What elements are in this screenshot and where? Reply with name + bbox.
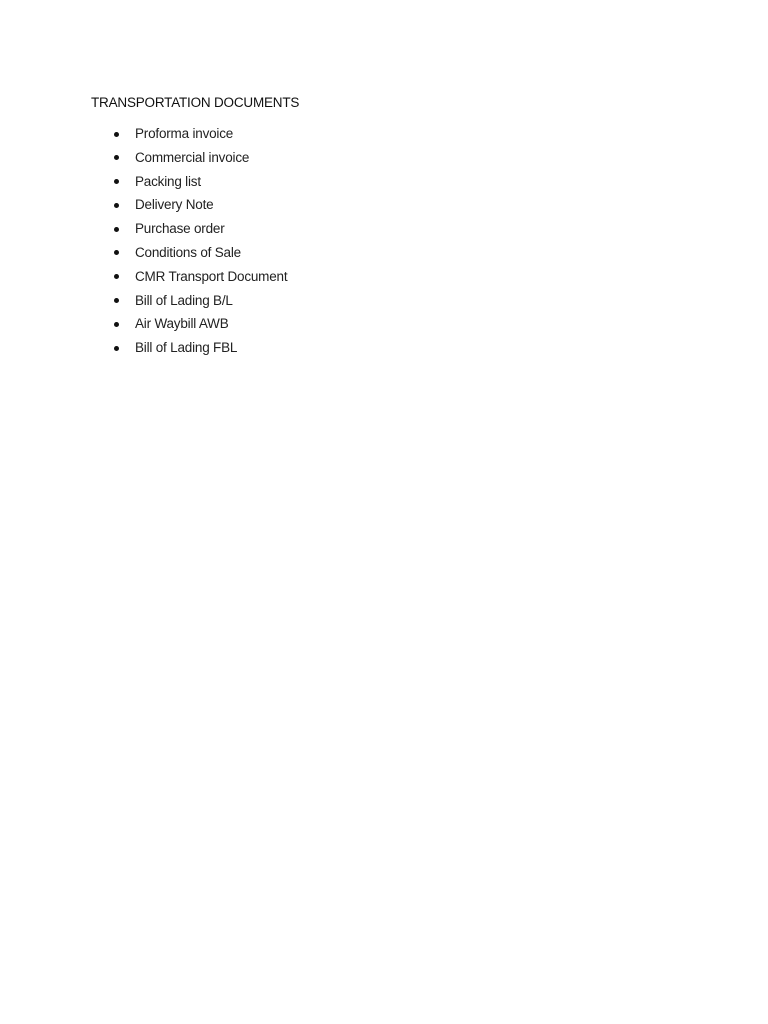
- bullet-icon: [114, 179, 119, 184]
- bullet-icon: [114, 227, 119, 232]
- list-item-text: Packing list: [135, 173, 201, 189]
- document-heading: TRANSPORTATION DOCUMENTS: [91, 95, 300, 110]
- bullet-icon: [114, 132, 119, 137]
- list-item-text: Bill of Lading B/L: [135, 292, 233, 308]
- list-item-text: Delivery Note: [135, 197, 214, 213]
- list-item-text: Bill of Lading FBL: [135, 340, 238, 356]
- bullet-icon: [114, 155, 119, 160]
- list-item-text: Air Waybill AWB: [135, 316, 229, 332]
- bullet-icon: [114, 322, 119, 327]
- list-item-text: Proforma invoice: [135, 126, 234, 141]
- list-item-text: Conditions of Sale: [135, 244, 241, 260]
- list-item-text: CMR Transport Document: [135, 268, 288, 284]
- bullet-icon: [114, 203, 119, 208]
- bullet-icon: [114, 298, 119, 303]
- bullet-icon: [114, 274, 119, 279]
- list-item-text: Commercial invoice: [135, 149, 250, 165]
- bullet-icon: [114, 346, 119, 351]
- list-item-text: Purchase order: [135, 221, 225, 237]
- bullet-icon: [114, 250, 119, 255]
